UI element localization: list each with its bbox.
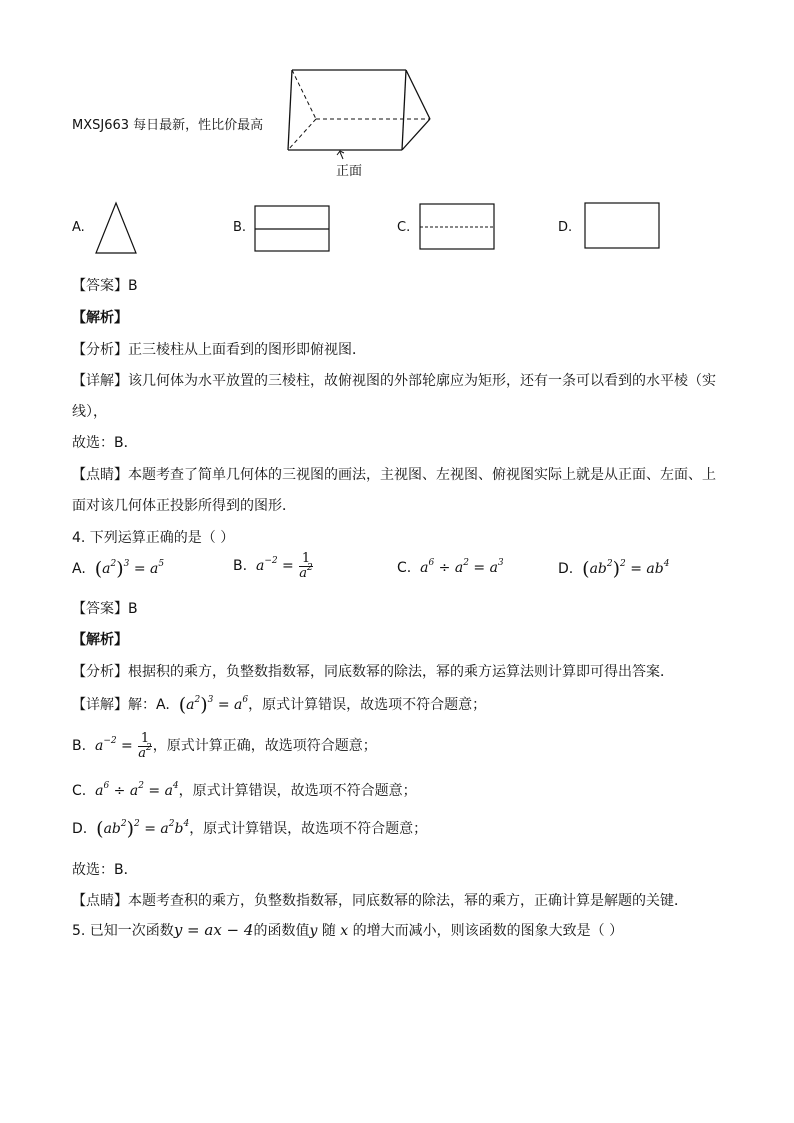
q4-answer: 【答案】B <box>72 601 138 617</box>
q3-option-a-label: A. <box>72 220 85 235</box>
q4-line-b-label: B. <box>72 738 87 755</box>
q3-dianjing-line2: 面对该几何体正投影所得到的图形． <box>72 498 296 514</box>
q4-line-b-tail: ，原式计算正确，故选项符合题意； <box>152 738 377 755</box>
watermark-text: MXSJ663 每日最新，性比价最高 <box>72 118 264 133</box>
q4-option-b <box>233 552 314 580</box>
q4-line-c-label: C. <box>72 783 87 799</box>
q5-suffix: 的增大而减小，则该函数的图象大致是（ ） <box>348 923 624 939</box>
q5-var-y: y <box>309 923 318 939</box>
q4-option-c-formula: $a^6 \div a^2 = a^3$ <box>415 558 504 576</box>
q3-option-d-label: D. <box>558 220 573 235</box>
q4-option-d-label: D. <box>558 561 574 577</box>
q5-var-x: x <box>340 923 349 939</box>
q5-prefix: 5. 已知一次函数 <box>72 923 174 939</box>
q4-line-d-formula: $(ab^2)^2 = a^2b^4$ <box>96 818 190 840</box>
q3-option-b-rect-solid-line <box>254 205 332 253</box>
q4-option-c-label: C. <box>397 560 412 576</box>
q4-line-b-formula: $a^{-2}$ = $\frac{1}{a^2}$ <box>90 731 152 761</box>
q3-option-c-label: C. <box>397 220 411 235</box>
q3-analysis-heading: 【解析】 <box>72 310 128 326</box>
q4-option-a-formula: $(a^2)^3 = a^5$ <box>94 558 165 580</box>
q3-option-c-rect-dashed-line <box>419 203 497 251</box>
q3-option-b-label: B. <box>233 220 247 235</box>
q4-xiangjie-prefix: 【详解】解：A. <box>72 697 170 713</box>
q4-dianjing: 【点睛】本题考查积的乘方，负整数指数幂，同底数幂的除法，幂的乘方，正确计算是解题的关键． <box>72 893 688 909</box>
q3-answer: 【答案】B <box>72 278 138 294</box>
q3-fenxi: 【分析】正三棱柱从上面看到的图形即俯视图． <box>72 342 366 358</box>
q5-formula: y = ax − 4 <box>173 921 254 939</box>
q4-xiangjie-line-b <box>72 732 377 760</box>
q4-choice: 故选：B． <box>72 862 138 878</box>
q3-xiangjie-line2: 线）， <box>72 404 107 420</box>
q5-sui: 随 <box>317 923 341 939</box>
q3-dianjing-line1: 【点睛】本题考查了简单几何体的三视图的画法，主视图、左视图、俯视图实际上就是从正面、左面、上 <box>72 467 716 483</box>
q4-line-c-formula: $a^6 \div a^2 = a^4$ <box>90 781 179 799</box>
q4-line-d-label: D. <box>72 821 88 837</box>
q4-option-b-label: B. <box>233 558 248 575</box>
q4-option-d-formula: $(ab^2)^2 = ab^4$ <box>582 558 670 580</box>
front-view-label: 正面 <box>336 164 363 179</box>
q3-option-a-triangle <box>94 201 138 255</box>
q4-stem: 4. 下列运算正确的是（ ） <box>72 530 235 546</box>
q3-xiangjie-line1: 【详解】该几何体为水平放置的三棱柱，故俯视图的外部轮廓应为矩形，还有一条可以看到的水平棱（实 <box>72 373 716 389</box>
q4-line-a-tail: ，原式计算错误，故选项不符合题意； <box>248 697 487 713</box>
q4-fenxi: 【分析】根据积的乘方，负整数指数幂，同底数幂的除法，幂的乘方运算法则计算即可得出答案． <box>72 664 674 680</box>
q5-middle: 的函数值 <box>253 923 310 939</box>
q4-option-d <box>558 558 669 580</box>
q3-option-d-rect <box>584 202 662 250</box>
q4-option-c <box>397 560 504 576</box>
q4-line-a-formula: $(a^2)^3 = a^6$ <box>178 694 249 716</box>
q4-xiangjie-line-a <box>72 694 486 716</box>
q4-line-d-tail: ，原式计算错误，故选项不符合题意； <box>189 821 428 837</box>
q5-stem <box>72 920 623 940</box>
q4-option-b-formula: $a^{-2}$ = $\frac{1}{a^2}$ <box>251 551 313 581</box>
q4-option-a-label: A. <box>72 561 86 577</box>
q4-analysis-heading: 【解析】 <box>72 632 128 648</box>
q4-option-a <box>72 558 164 584</box>
q4-xiangjie-line-d <box>72 818 427 840</box>
prism-figure <box>280 62 440 162</box>
q4-xiangjie-line-c <box>72 780 417 800</box>
q4-line-c-tail: ，原式计算错误，故选项不符合题意； <box>178 783 417 799</box>
q3-choice: 故选：B． <box>72 435 138 451</box>
